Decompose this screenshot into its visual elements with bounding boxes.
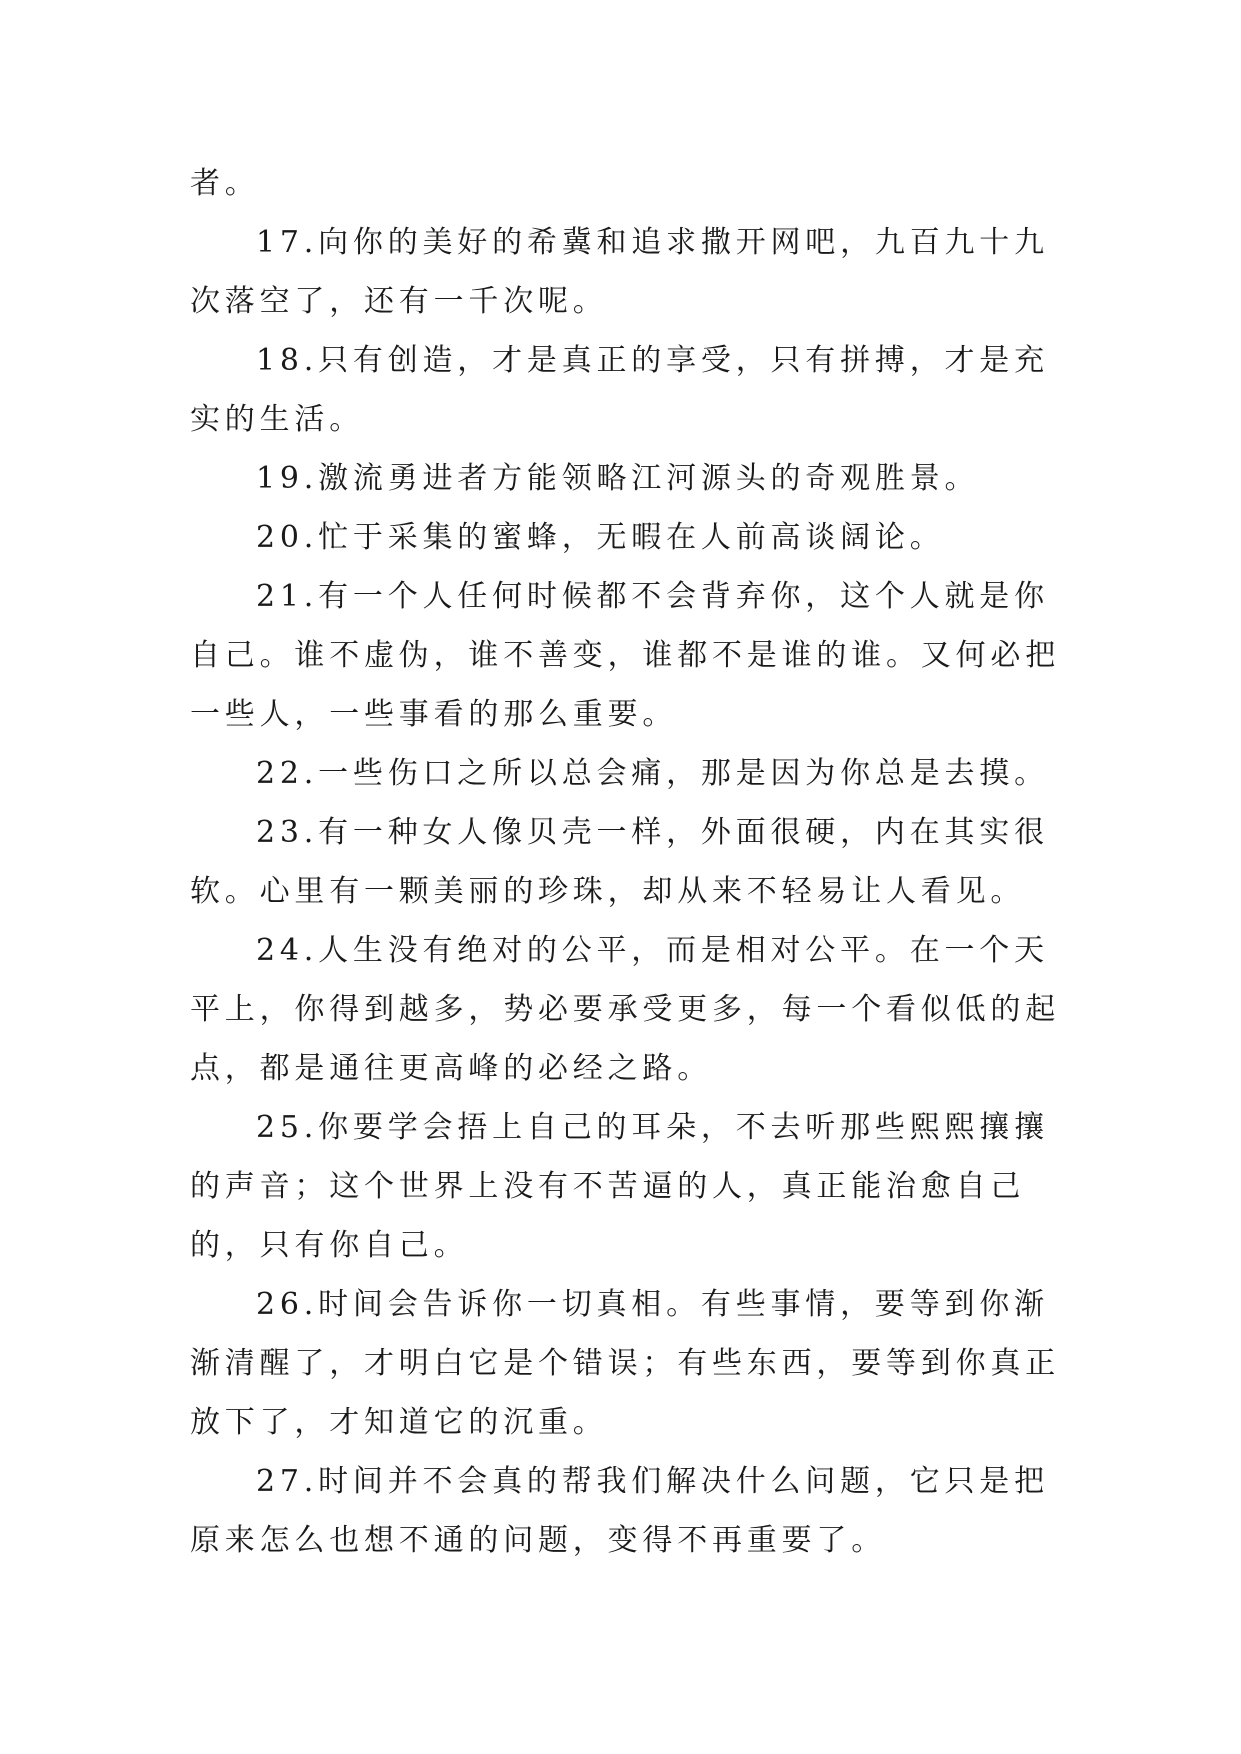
paragraph-17: 17.向你的美好的希冀和追求撒开网吧，九百九十九次落空了，还有一千次呢。 (190, 225, 1049, 319)
paragraph-25: 25.你要学会捂上自己的耳朵，不去听那些熙熙攘攘的声音；这个世界上没有不苦逼的人，真正能治愈自己的，只有你自己。 (190, 1110, 1049, 1263)
paragraph-21: 21.有一个人任何时候都不会背弃你，这个人就是你自己。谁不虚伪，谁不善变，谁都不是谁的谁。又何必把一些人，一些事看的那么重要。 (190, 579, 1060, 732)
paragraph-20: 20.忙于采集的蜜蜂，无暇在人前高谈阔论。 (256, 520, 945, 555)
paragraph-27: 27.时间并不会真的帮我们解决什么问题，它只是把原来怎么也想不通的问题，变得不再重要了。 (190, 1464, 1049, 1558)
paragraph-23: 23.有一种女人像贝壳一样，外面很硬，内在其实很软。心里有一颗美丽的珍珠，却从来不轻易让人看见。 (190, 815, 1049, 909)
document-body (190, 154, 1060, 1570)
paragraph-22: 22.一些伤口之所以总会痛，那是因为你总是去摸。 (256, 756, 1049, 791)
paragraph-26: 26.时间会告诉你一切真相。有些事情，要等到你渐渐清醒了，才明白它是个错误；有些东西，要等到你真正放下了，才知道它的沉重。 (190, 1287, 1060, 1440)
paragraph-24: 24.人生没有绝对的公平，而是相对公平。在一个天平上，你得到越多，势必要承受更多，每一个看似低的起点，都是通往更高峰的必经之路。 (190, 933, 1060, 1086)
paragraph-19: 19.激流勇进者方能领略江河源头的奇观胜景。 (256, 461, 980, 496)
paragraph-18: 18.只有创造，才是真正的享受，只有拼搏，才是充实的生活。 (190, 343, 1049, 437)
paragraph-16-end: 者。 (190, 166, 260, 201)
